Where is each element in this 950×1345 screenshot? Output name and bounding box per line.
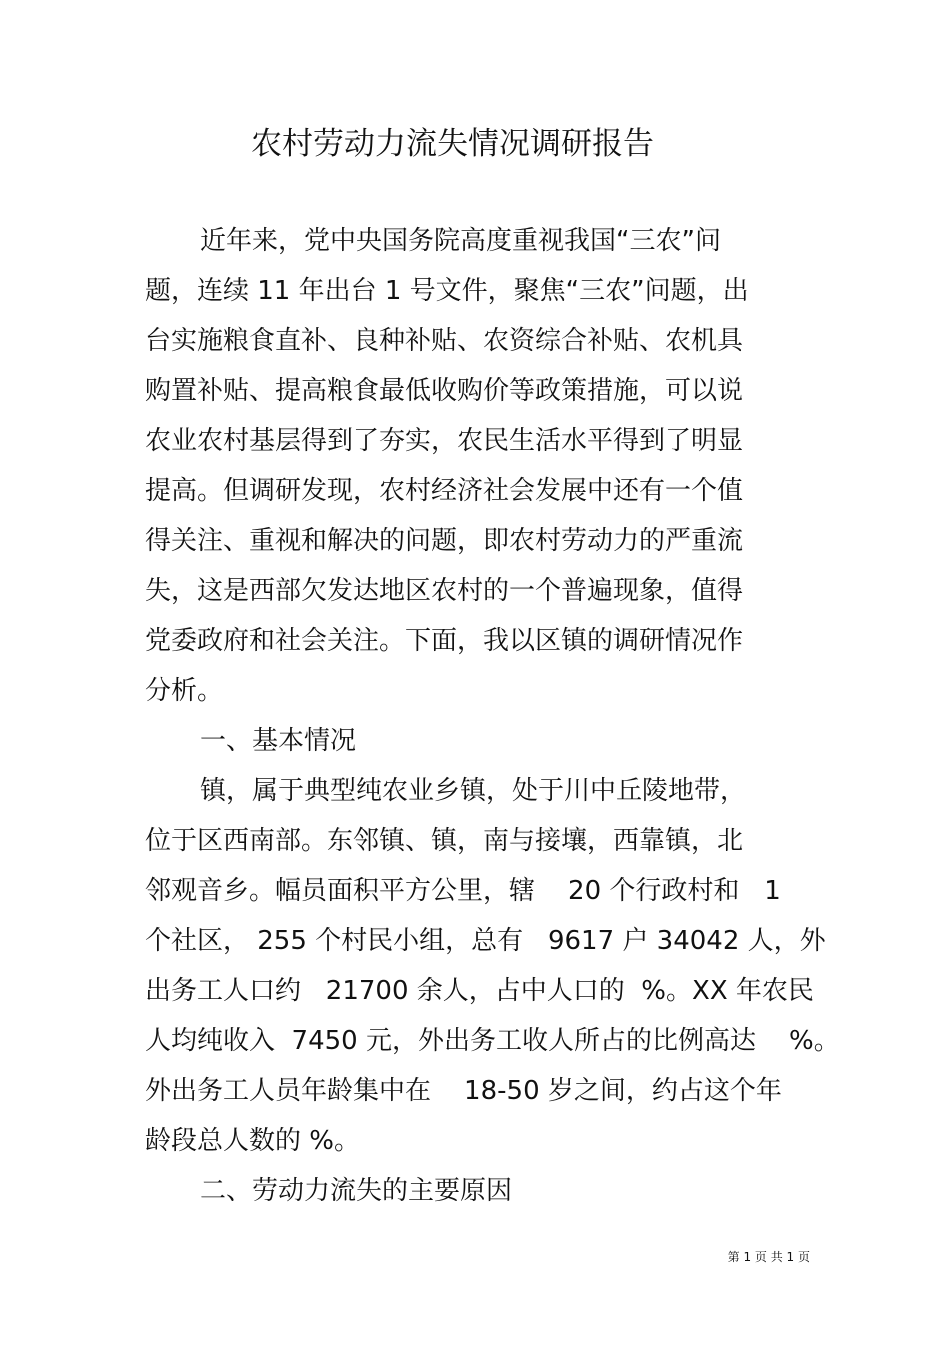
paragraph-line: 农业农村基层得到了夯实，农民生活水平得到了明显 <box>145 426 744 456</box>
paragraph-line: 失，这是西部欠发达地区农村的一个普遍现象，值得 <box>145 576 744 606</box>
paragraph-line: 出务工人口约 21700 余人，占中人口的 %。XX 年农民 <box>145 976 814 1006</box>
paragraph-line: 邻观音乡。幅员面积平方公里，辖 20 个行政村和 1 <box>145 876 781 906</box>
paragraph-line: 位于区西南部。东邻镇、镇，南与接壤，西靠镇，北 <box>145 826 744 856</box>
paragraph-line: 党委政府和社会关注。下面，我以区镇的调研情况作 <box>145 626 744 656</box>
paragraph-line: 龄段总人数的 %。 <box>145 1126 360 1156</box>
paragraph-line: 题，连续 11 年出台 1 号文件，聚焦“三农”问题，出 <box>145 276 749 306</box>
paragraph-line: 人均纯收入 7450 元，外出务工收人所占的比例高达 %。 <box>145 1026 840 1056</box>
paragraph-line: 镇，属于典型纯农业乡镇，处于川中丘陵地带， <box>200 776 747 806</box>
paragraph-line: 得关注、重视和解决的问题，即农村劳动力的严重流 <box>145 526 744 556</box>
paragraph-line: 分析。 <box>145 676 224 706</box>
section-heading: 二、劳动力流失的主要原因 <box>200 1176 513 1206</box>
paragraph-line: 台实施粮食直补、良种补贴、农资综合补贴、农机具 <box>145 326 744 356</box>
section-heading: 一、基本情况 <box>200 726 357 756</box>
paragraph-line: 外出务工人员年龄集中在 18-50 岁之间，约占这个年 <box>145 1076 782 1106</box>
paragraph-line: 近年来，党中央国务院高度重视我国“三农”问 <box>200 226 721 256</box>
paragraph-line: 购置补贴、提高粮食最低收购价等政策措施，可以说 <box>145 376 744 406</box>
document-title: 农村劳动力流失情况调研报告 <box>251 126 654 162</box>
page-number: 第 1 页 共 1 页 <box>727 1250 810 1264</box>
paragraph-line: 提高。但调研发现，农村经济社会发展中还有一个值 <box>145 476 744 506</box>
paragraph-line: 个社区， 255 个村民小组，总有 9617 户 34042 人，外 <box>145 926 826 956</box>
